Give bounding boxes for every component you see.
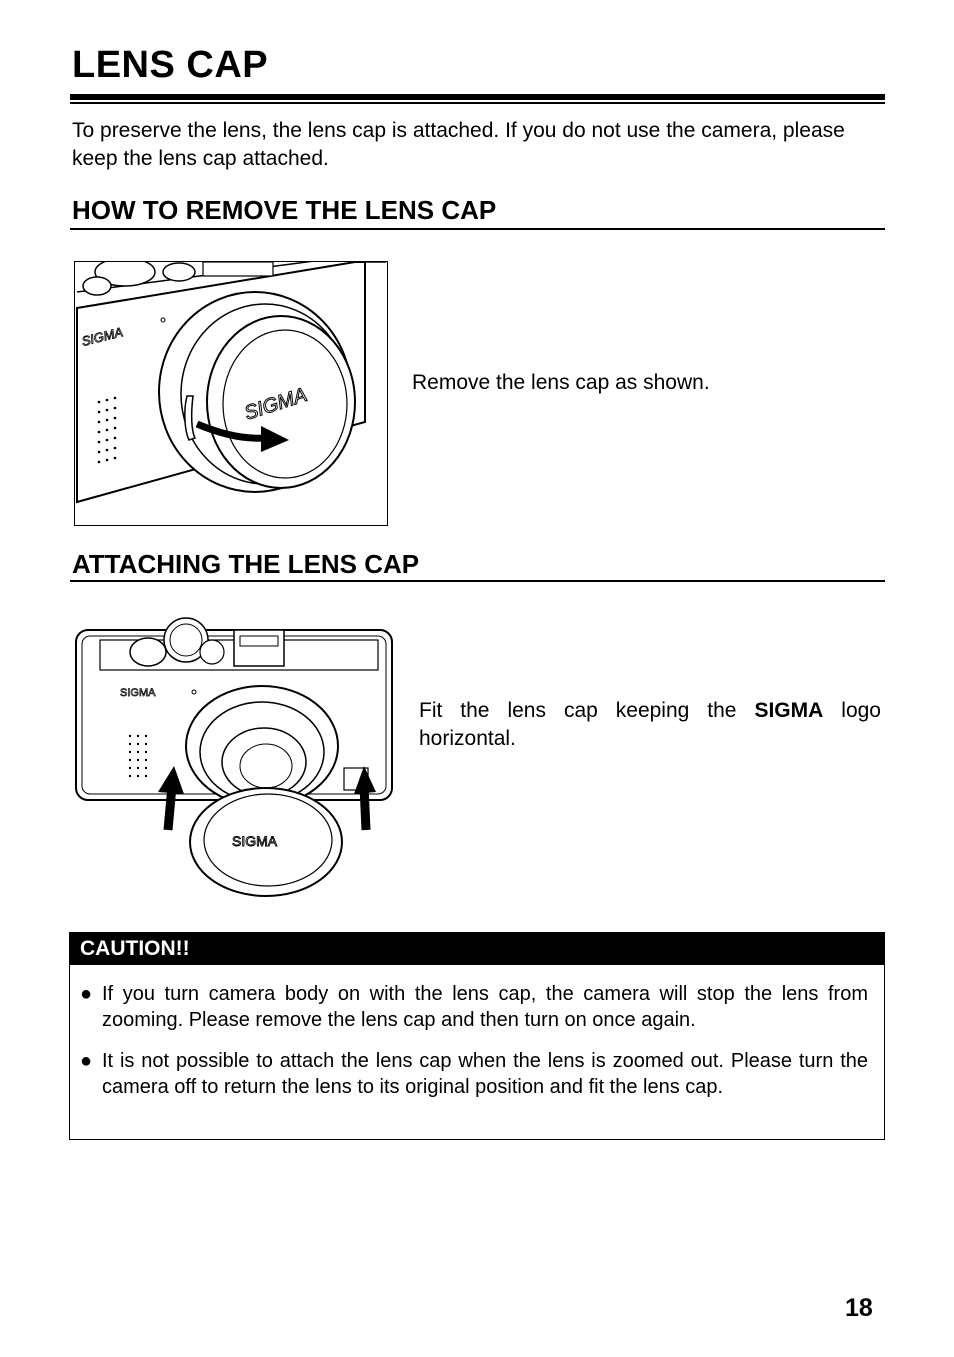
page-number: 18 [845,1294,873,1322]
figure-remove-lens-cap [74,261,388,526]
cap-logo: SIGMA [241,383,310,425]
attach-description [419,697,881,753]
caution-box [69,932,885,1140]
section-rule-attach [70,580,885,582]
caution-item-text: It is not possible to attach the lens cap when the lens is zoomed out. Please turn the camera off to return the lens to its original position and fit the lens cap. [102,1050,868,1098]
attach-description-bold: SIGMA [754,699,824,722]
attach-body-logo: SIGMA [120,687,156,699]
attach-description-before: Fit the lens cap keeping the [419,699,737,722]
caution-item-text: If you turn camera body on with the lens cap, the camera will stop the lens from zooming. Please remove the lens cap and then turn on once again. [102,983,868,1031]
intro-paragraph: To preserve the lens, the lens cap is attached. If you do not use the camera, please keep the lens cap attached. [72,119,845,170]
section-heading-attach: ATTACHING THE LENS CAP [72,549,420,579]
body-logo: SIGMA [80,324,125,349]
section-rule-remove [70,228,885,230]
bullet-icon: ● [80,1050,93,1072]
title-rule [70,94,885,100]
page-title: LENS CAP [72,44,269,86]
attach-description-after: logo horizontal. [419,699,881,750]
caution-item [80,1048,868,1100]
attach-cap-logo: SIGMA [232,833,278,849]
title-rule-thin [70,102,885,104]
bullet-icon: ● [80,983,93,1005]
caution-item [80,981,868,1033]
caution-title: CAUTION!! [70,933,884,965]
section-heading-remove: HOW TO REMOVE THE LENS CAP [72,195,497,225]
remove-description: Remove the lens cap as shown. [412,371,710,394]
figure-attach-lens-cap [74,616,396,898]
